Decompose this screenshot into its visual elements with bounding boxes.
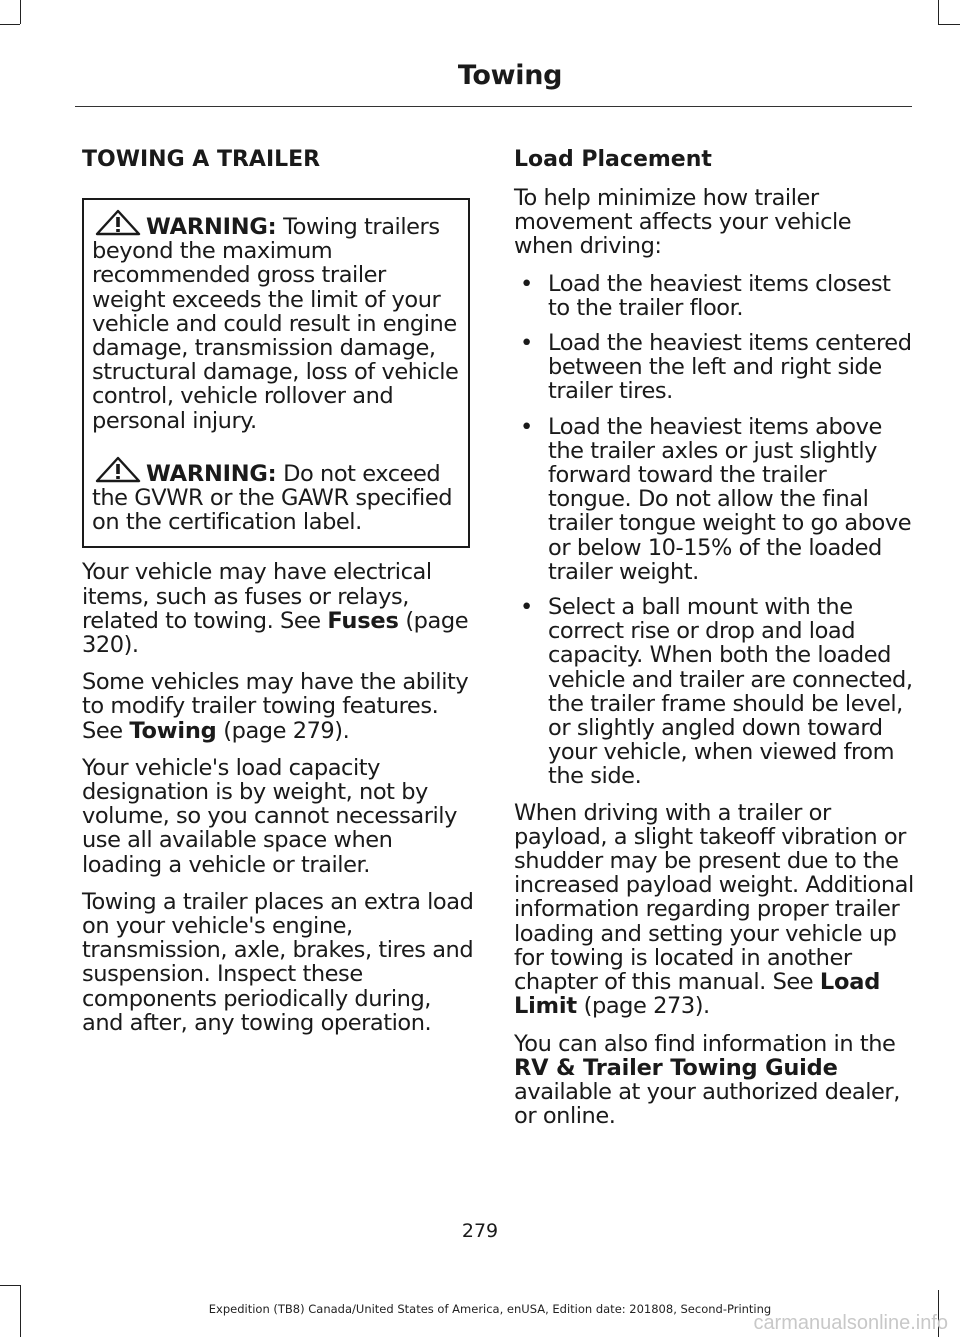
warning-triangle-icon — [92, 455, 144, 483]
paragraph-towing-guide — [514, 1032, 914, 1129]
paragraph-text: Some vehicles may have the ability to modify trailer towing features. See — [82, 669, 469, 744]
right-column — [514, 146, 914, 1141]
crop-mark — [0, 1285, 20, 1286]
list-item: • Load the heaviest items closest to the trailer floor. — [514, 272, 914, 320]
watermark: carmanualsonline.info — [753, 1312, 948, 1334]
list-item: • Load the heaviest items centered between the left and right side trailer tires. — [514, 331, 914, 404]
footer-edition-info: Expedition (TB8) Canada/United States of America, enUSA, Edition date: 201808, Second-Printing — [208, 1302, 772, 1316]
paragraph-intro: To help minimize how trailer movement affects your vehicle when driving: — [514, 185, 852, 260]
paragraph-text: Your vehicle may have electrical items, such as fuses or relays, related to towing. See — [82, 559, 432, 634]
page-reference: (page 320). — [82, 607, 469, 659]
list-item: • Select a ball mount with the correct rise or drop and load capacity. When both the loaded vehicle and trailer are connected, the trailer frame should be level, or slightly angled down toward your vehicle, when viewed from the side. — [514, 595, 914, 789]
left-column — [82, 146, 478, 1048]
paragraph-text: available at your authorized dealer, or online. — [514, 1078, 900, 1130]
page-reference: (page 273). — [576, 993, 710, 1020]
warning-triangle-icon — [92, 208, 144, 236]
warning-text: Do not exceed the GVWR or the GAWR specified on the certification label. — [92, 460, 453, 536]
cross-reference-load-limit[interactable]: Load Limit — [514, 969, 881, 1020]
warning-label: WARNING: — [146, 214, 277, 240]
page-header-title: Towing — [457, 60, 563, 91]
page-number: 279 — [461, 1220, 499, 1242]
warning-text: Towing trailers beyond the maximum recommended gross trailer weight exceeds the limit of your vehicle and could result in engine damage, transmission damage, structural damage, loss of vehicle control, vehicle rollover and personal injury. — [92, 214, 459, 434]
paragraph-text: When driving with a trailer or payload, a slight takeoff vibration or shudder may be present due to the increased payload weight. Additional information regarding proper trailer loading and setting your vehicle up for towing is located in another chapter of this manual. See — [514, 799, 914, 996]
page-reference: (page 279). — [216, 717, 350, 744]
list-item: • Load the heaviest items above the trailer axles or just slightly forward toward the trailer tongue. Do not allow the final trailer tongue weight to go above or below 10-15% of the loaded trailer weight. — [514, 415, 914, 584]
crop-mark — [938, 0, 939, 24]
crop-mark — [0, 24, 20, 25]
cross-reference-towing[interactable]: Towing — [129, 717, 217, 744]
section-title-load-placement: Load Placement — [514, 147, 712, 172]
header-divider — [75, 106, 912, 107]
paragraph-vibration — [514, 801, 914, 1019]
paragraph-text: You can also find information in the — [514, 1030, 896, 1057]
crop-mark — [20, 0, 21, 24]
warning-box — [82, 198, 470, 548]
paragraph-inspect-components: Towing a trailer places an extra load on your vehicle's engine, transmission, axle, brakes, tires and suspension. Inspect these components periodically during, and after, any towing operation. — [82, 888, 474, 1036]
cross-reference-fuses[interactable]: Fuses — [327, 607, 399, 634]
warning-label: WARNING: — [146, 460, 277, 487]
paragraph-electrical-items — [82, 560, 478, 657]
bullet-list — [514, 272, 914, 789]
section-title-towing-a-trailer: TOWING A TRAILER — [82, 147, 321, 172]
warning-1 — [92, 208, 460, 433]
paragraph-load-capacity: Your vehicle's load capacity designation is by weight, not by volume, so you cannot necessarily use all available space when loading a vehicle or trailer. — [82, 754, 457, 878]
warning-2 — [92, 455, 460, 535]
paragraph-towing-features — [82, 670, 478, 743]
towing-guide-title: RV & Trailer Towing Guide — [514, 1054, 838, 1081]
crop-mark — [938, 24, 960, 25]
